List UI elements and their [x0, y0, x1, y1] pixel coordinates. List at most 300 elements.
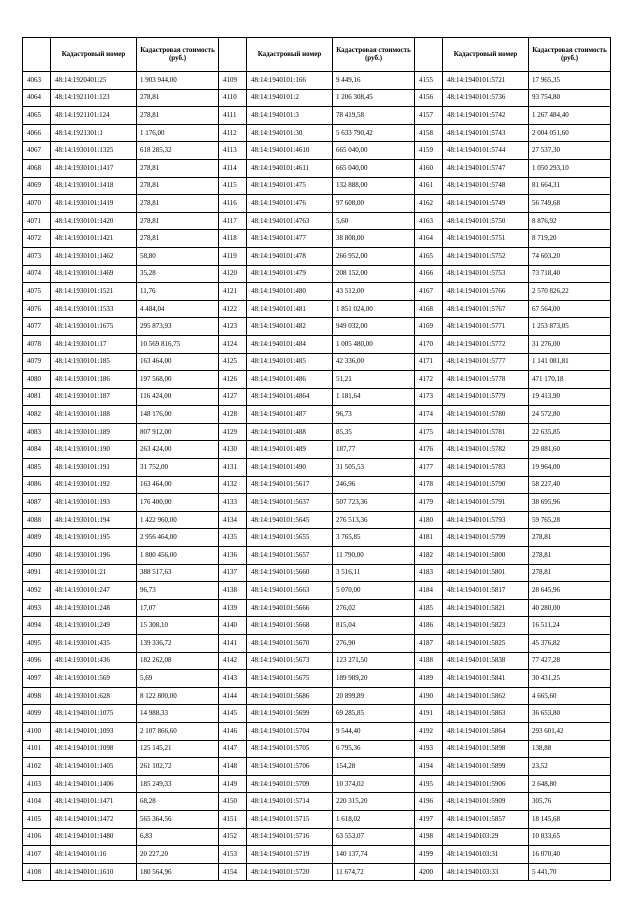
row-number: 4137 — [219, 564, 247, 582]
row-number: 4168 — [415, 300, 443, 318]
cadastral-value: 5 633 790,42 — [333, 124, 415, 142]
row-number: 4183 — [415, 564, 443, 582]
cadastral-value: 20 227,20 — [137, 846, 219, 864]
table-row — [23, 722, 219, 740]
table-row — [219, 758, 415, 776]
row-number: 4125 — [219, 353, 247, 371]
table-row — [219, 177, 415, 195]
table-row — [219, 247, 415, 265]
cadastral-number: 48:14:1940101:5779 — [443, 388, 529, 406]
table-row — [23, 335, 219, 353]
cadastral-value: 4 665,60 — [529, 687, 611, 705]
cadastral-value: 73 718,40 — [529, 265, 611, 283]
cadastral-number: 48:14:1930101:193 — [51, 494, 137, 512]
cadastral-value: 77 427,28 — [529, 652, 611, 670]
cadastral-number: 48:14:1940101:5673 — [247, 652, 333, 670]
cadastral-number: 48:14:1940101:5898 — [443, 740, 529, 758]
cadastral-number: 48:14:1940101:480 — [247, 283, 333, 301]
table-row — [415, 494, 611, 512]
row-number: 4120 — [219, 265, 247, 283]
cadastral-value: 36 653,80 — [529, 705, 611, 723]
row-number: 4077 — [23, 318, 51, 336]
table-row — [23, 828, 219, 846]
cadastral-number: 48:14:1940101:5675 — [247, 670, 333, 688]
header-row — [219, 38, 415, 72]
table-row — [219, 670, 415, 688]
cadastral-value: 58,80 — [137, 247, 219, 265]
cadastral-value: 8 719,20 — [529, 230, 611, 248]
row-number: 4104 — [23, 793, 51, 811]
table-row — [219, 72, 415, 90]
cadastral-value: 31 505,53 — [333, 459, 415, 477]
table-row — [415, 705, 611, 723]
cadastral-number: 48:14:1940101:5752 — [443, 247, 529, 265]
table-row — [415, 107, 611, 125]
table-row — [219, 775, 415, 793]
cadastral-number: 48:14:1940101:1075 — [51, 705, 137, 723]
row-number: 4144 — [219, 687, 247, 705]
table-row — [23, 318, 219, 336]
table-row — [415, 159, 611, 177]
cadastral-value: 180 564,96 — [137, 863, 219, 881]
table-row — [23, 775, 219, 793]
cadastral-number: 48:14:1940101:5699 — [247, 705, 333, 723]
cadastral-value: 11 790,00 — [333, 547, 415, 565]
cadastral-number: 48:14:1940101:5790 — [443, 476, 529, 494]
table-row — [219, 459, 415, 477]
row-number: 4170 — [415, 335, 443, 353]
row-number: 4107 — [23, 846, 51, 864]
row-number: 4094 — [23, 617, 51, 635]
cadastral-number: 48:14:1940101:5744 — [443, 142, 529, 160]
row-number: 4126 — [219, 371, 247, 389]
cadastral-value: 132 888,00 — [333, 177, 415, 195]
row-number: 4087 — [23, 494, 51, 512]
cadastral-number: 48:14:1940101:5766 — [443, 283, 529, 301]
cadastral-table — [22, 37, 219, 881]
cadastral-number: 48:14:1940101:5862 — [443, 687, 529, 705]
cadastral-number: 48:14:1940101:5777 — [443, 353, 529, 371]
row-number: 4132 — [219, 476, 247, 494]
cadastral-number: 48:14:1920401:25 — [51, 72, 137, 90]
cadastral-number: 48:14:1940101:5742 — [443, 107, 529, 125]
table-row — [23, 124, 219, 142]
table-row — [415, 670, 611, 688]
row-number: 4169 — [415, 318, 443, 336]
cadastral-number: 48:14:1930101:17 — [51, 335, 137, 353]
row-number: 4180 — [415, 511, 443, 529]
cadastral-value: 5 441,70 — [529, 863, 611, 881]
cadastral-value: 5,69 — [137, 670, 219, 688]
header-cadastral-number: Кадастровый номер — [51, 38, 137, 72]
cadastral-value: 176 400,00 — [137, 494, 219, 512]
table-row — [415, 247, 611, 265]
row-number: 4151 — [219, 810, 247, 828]
cadastral-number: 48:14:1930101:196 — [51, 547, 137, 565]
row-number: 4200 — [415, 863, 443, 881]
cadastral-number: 48:14:1940101:5645 — [247, 511, 333, 529]
cadastral-number: 48:14:1940101:5719 — [247, 846, 333, 864]
cadastral-value: 29 881,60 — [529, 441, 611, 459]
cadastral-number: 48:14:1940101:482 — [247, 318, 333, 336]
table-row — [219, 793, 415, 811]
cadastral-number: 48:14:1940101:5838 — [443, 652, 529, 670]
cadastral-value: 6,83 — [137, 828, 219, 846]
cadastral-number: 48:14:1940101:5751 — [443, 230, 529, 248]
table-row — [415, 265, 611, 283]
cadastral-value: 59 765,28 — [529, 511, 611, 529]
table-row — [23, 388, 219, 406]
cadastral-number: 48:14:1940101:5670 — [247, 635, 333, 653]
table-row — [219, 388, 415, 406]
table-row — [415, 511, 611, 529]
cadastral-value: 1 141 081,81 — [529, 353, 611, 371]
cadastral-value: 3 765,85 — [333, 529, 415, 547]
cadastral-value: 1 176,00 — [137, 124, 219, 142]
row-number: 4131 — [219, 459, 247, 477]
row-number: 4146 — [219, 722, 247, 740]
row-number: 4096 — [23, 652, 51, 670]
cadastral-number: 48:14:1940101:5668 — [247, 617, 333, 635]
row-number: 4179 — [415, 494, 443, 512]
cadastral-number: 48:14:1940101:490 — [247, 459, 333, 477]
cadastral-number: 48:14:1940101:30 — [247, 124, 333, 142]
row-number: 4167 — [415, 283, 443, 301]
table-row — [415, 547, 611, 565]
table-row — [415, 230, 611, 248]
cadastral-number: 48:14:1921101:123 — [51, 89, 137, 107]
table-row — [23, 371, 219, 389]
table-row — [415, 423, 611, 441]
cadastral-value: 305,76 — [529, 793, 611, 811]
table-row — [23, 582, 219, 600]
cadastral-number: 48:14:1940101:5706 — [247, 758, 333, 776]
cadastral-number: 48:14:1940101:5747 — [443, 159, 529, 177]
table-row — [219, 142, 415, 160]
row-number: 4064 — [23, 89, 51, 107]
table-row — [415, 195, 611, 213]
table-row — [219, 599, 415, 617]
cadastral-value: 1 050 293,10 — [529, 159, 611, 177]
cadastral-value: 1 618,02 — [333, 810, 415, 828]
table-row — [415, 635, 611, 653]
cadastral-number: 48:14:1930101:1533 — [51, 300, 137, 318]
cadastral-value: 665 040,00 — [333, 142, 415, 160]
cadastral-value: 123 271,50 — [333, 652, 415, 670]
cadastral-value: 388 517,63 — [137, 564, 219, 582]
cadastral-value: 85,35 — [333, 423, 415, 441]
cadastral-value: 815,04 — [333, 617, 415, 635]
table-row — [415, 142, 611, 160]
cadastral-number: 48:14:1940101:5841 — [443, 670, 529, 688]
table-row — [219, 371, 415, 389]
table-row — [23, 283, 219, 301]
cadastral-number: 48:14:1940101:5714 — [247, 793, 333, 811]
cadastral-value: 278,81 — [529, 564, 611, 582]
row-number: 4123 — [219, 318, 247, 336]
row-number: 4083 — [23, 423, 51, 441]
table-row — [415, 564, 611, 582]
row-number: 4117 — [219, 212, 247, 230]
cadastral-number: 48:14:1940101:5821 — [443, 599, 529, 617]
cadastral-value: 665 040,00 — [333, 159, 415, 177]
table-row — [219, 687, 415, 705]
row-number: 4115 — [219, 177, 247, 195]
row-number: 4119 — [219, 247, 247, 265]
cadastral-number: 48:14:1940101:5749 — [443, 195, 529, 213]
cadastral-number: 48:14:1940101:4763 — [247, 212, 333, 230]
cadastral-value: 6 795,36 — [333, 740, 415, 758]
table-row — [415, 652, 611, 670]
table-row — [219, 547, 415, 565]
row-number: 4065 — [23, 107, 51, 125]
header-row — [23, 38, 219, 72]
cadastral-number: 48:14:1940101:5772 — [443, 335, 529, 353]
row-number: 4160 — [415, 159, 443, 177]
table-row — [219, 740, 415, 758]
cadastral-number: 48:14:1940101:4610 — [247, 142, 333, 160]
table-row — [415, 828, 611, 846]
table-row — [219, 124, 415, 142]
cadastral-number: 48:14:1940101:5716 — [247, 828, 333, 846]
table-row — [415, 793, 611, 811]
table-row — [415, 599, 611, 617]
cadastral-number: 48:14:1940101:5743 — [443, 124, 529, 142]
table-row — [23, 529, 219, 547]
cadastral-value: 23,52 — [529, 758, 611, 776]
cadastral-number: 48:14:1940101:5799 — [443, 529, 529, 547]
table-row — [23, 247, 219, 265]
cadastral-value: 11,76 — [137, 283, 219, 301]
cadastral-value: 40 280,00 — [529, 599, 611, 617]
table-row — [415, 124, 611, 142]
cadastral-value: 96,73 — [137, 582, 219, 600]
cadastral-value: 163 464,00 — [137, 353, 219, 371]
cadastral-number: 48:14:1940101:5801 — [443, 564, 529, 582]
row-number: 4152 — [219, 828, 247, 846]
cadastral-value: 67 564,00 — [529, 300, 611, 318]
row-number: 4112 — [219, 124, 247, 142]
table-row — [23, 353, 219, 371]
cadastral-value: 197 568,00 — [137, 371, 219, 389]
row-number: 4135 — [219, 529, 247, 547]
row-number: 4176 — [415, 441, 443, 459]
row-number: 4157 — [415, 107, 443, 125]
row-number: 4150 — [219, 793, 247, 811]
table-row — [23, 687, 219, 705]
row-number: 4149 — [219, 775, 247, 793]
row-number: 4172 — [415, 371, 443, 389]
row-number: 4140 — [219, 617, 247, 635]
cadastral-value: 278,81 — [529, 547, 611, 565]
table-row — [415, 406, 611, 424]
row-number: 4158 — [415, 124, 443, 142]
cadastral-value: 261 102,72 — [137, 758, 219, 776]
cadastral-value: 1 267 484,40 — [529, 107, 611, 125]
table-row — [219, 212, 415, 230]
row-number: 4185 — [415, 599, 443, 617]
cadastral-number: 48:14:1940101:1472 — [51, 810, 137, 828]
cadastral-value: 263 424,00 — [137, 441, 219, 459]
cadastral-number: 48:14:1940101:5660 — [247, 564, 333, 582]
table-row — [23, 758, 219, 776]
row-number: 4063 — [23, 72, 51, 90]
header-cadastral-value: Кадастровая стоимость (руб.) — [137, 38, 219, 72]
cadastral-number: 48:14:1940101:5750 — [443, 212, 529, 230]
row-number: 4184 — [415, 582, 443, 600]
row-number: 4118 — [219, 230, 247, 248]
row-number: 4116 — [219, 195, 247, 213]
table-row — [219, 564, 415, 582]
table-row — [219, 511, 415, 529]
table-row — [219, 406, 415, 424]
cadastral-value: 56 749,68 — [529, 195, 611, 213]
row-number: 4156 — [415, 89, 443, 107]
cadastral-value: 278,81 — [137, 212, 219, 230]
table-row — [415, 371, 611, 389]
cadastral-number: 48:14:1930101:1675 — [51, 318, 137, 336]
cadastral-value: 8 876,92 — [529, 212, 611, 230]
cadastral-value: 19 964,00 — [529, 459, 611, 477]
table-row — [219, 423, 415, 441]
row-number: 4110 — [219, 89, 247, 107]
row-number: 4175 — [415, 423, 443, 441]
cadastral-number: 48:14:1921301:1 — [51, 124, 137, 142]
row-number: 4189 — [415, 670, 443, 688]
cadastral-number: 48:14:1930101:1417 — [51, 159, 137, 177]
cadastral-number: 48:14:1930101:187 — [51, 388, 137, 406]
table-row — [23, 265, 219, 283]
cadastral-value: 1 903 944,00 — [137, 72, 219, 90]
table-row — [23, 547, 219, 565]
row-number: 4101 — [23, 740, 51, 758]
row-number: 4113 — [219, 142, 247, 160]
row-number: 4076 — [23, 300, 51, 318]
row-number: 4075 — [23, 283, 51, 301]
cadastral-number: 48:14:1940101:5857 — [443, 810, 529, 828]
cadastral-value: 30 431,25 — [529, 670, 611, 688]
table-row — [23, 846, 219, 864]
row-number: 4090 — [23, 547, 51, 565]
table-row — [219, 846, 415, 864]
cadastral-value: 16 070,40 — [529, 846, 611, 864]
cadastral-value: 14 988,33 — [137, 705, 219, 723]
table-row — [415, 212, 611, 230]
cadastral-value: 278,81 — [137, 107, 219, 125]
row-number: 4165 — [415, 247, 443, 265]
table-row — [415, 529, 611, 547]
row-number: 4086 — [23, 476, 51, 494]
row-number: 4197 — [415, 810, 443, 828]
cadastral-number: 48:14:1930101:247 — [51, 582, 137, 600]
cadastral-value: 22 635,85 — [529, 423, 611, 441]
cadastral-value: 125 145,21 — [137, 740, 219, 758]
row-number: 4068 — [23, 159, 51, 177]
cadastral-value: 93 754,80 — [529, 89, 611, 107]
cadastral-number: 48:14:1940101:5721 — [443, 72, 529, 90]
cadastral-number: 48:14:1940101:5686 — [247, 687, 333, 705]
table-row — [23, 159, 219, 177]
row-number: 4136 — [219, 547, 247, 565]
row-number: 4069 — [23, 177, 51, 195]
cadastral-number: 48:14:1940101:485 — [247, 353, 333, 371]
cadastral-number: 48:14:1940101:1610 — [51, 863, 137, 881]
table-row — [23, 599, 219, 617]
cadastral-number: 48:14:1930101:190 — [51, 441, 137, 459]
table-row — [219, 107, 415, 125]
table-row — [23, 511, 219, 529]
cadastral-value: 74 603,20 — [529, 247, 611, 265]
row-number: 4071 — [23, 212, 51, 230]
table-row — [219, 494, 415, 512]
row-number: 4106 — [23, 828, 51, 846]
table-row — [415, 617, 611, 635]
cadastral-number: 48:14:1940101:5657 — [247, 547, 333, 565]
row-number: 4084 — [23, 441, 51, 459]
row-number: 4199 — [415, 846, 443, 864]
table-row — [219, 828, 415, 846]
table-row — [415, 388, 611, 406]
table-row — [23, 406, 219, 424]
cadastral-value: 276 513,36 — [333, 511, 415, 529]
cadastral-value: 140 137,74 — [333, 846, 415, 864]
cadastral-value: 1 181,64 — [333, 388, 415, 406]
table-row — [415, 89, 611, 107]
table-row — [415, 810, 611, 828]
cadastral-value: 17,07 — [137, 599, 219, 617]
table-row — [23, 863, 219, 881]
row-number: 4188 — [415, 652, 443, 670]
cadastral-value: 38 808,00 — [333, 230, 415, 248]
table-row — [23, 476, 219, 494]
table-row — [23, 494, 219, 512]
cadastral-number: 48:14:1930101:1325 — [51, 142, 137, 160]
cadastral-value: 185 249,33 — [137, 775, 219, 793]
table-row — [219, 529, 415, 547]
table-row — [219, 195, 415, 213]
table-row — [23, 212, 219, 230]
table-row — [415, 722, 611, 740]
row-number: 4148 — [219, 758, 247, 776]
table-row — [219, 635, 415, 653]
cadastral-value: 3 516,11 — [333, 564, 415, 582]
row-number: 4067 — [23, 142, 51, 160]
row-number: 4078 — [23, 335, 51, 353]
cadastral-value: 9 544,40 — [333, 722, 415, 740]
row-number: 4166 — [415, 265, 443, 283]
row-number: 4181 — [415, 529, 443, 547]
row-number: 4163 — [415, 212, 443, 230]
cadastral-value: 4 484,04 — [137, 300, 219, 318]
cadastral-number: 48:14:1940101:5863 — [443, 705, 529, 723]
cadastral-value: 565 364,56 — [137, 810, 219, 828]
row-number: 4129 — [219, 423, 247, 441]
header-number — [219, 38, 247, 72]
header-number — [23, 38, 51, 72]
table-row — [415, 863, 611, 881]
row-number: 4121 — [219, 283, 247, 301]
row-number: 4122 — [219, 300, 247, 318]
cadastral-number: 48:14:1940101:484 — [247, 335, 333, 353]
cadastral-number: 48:14:1930101:195 — [51, 529, 137, 547]
cadastral-number: 48:14:1940101:4611 — [247, 159, 333, 177]
cadastral-number: 48:14:1930101:188 — [51, 406, 137, 424]
row-number: 4194 — [415, 758, 443, 776]
row-number: 4162 — [415, 195, 443, 213]
row-number: 4128 — [219, 406, 247, 424]
table-row — [415, 740, 611, 758]
table-row — [415, 582, 611, 600]
